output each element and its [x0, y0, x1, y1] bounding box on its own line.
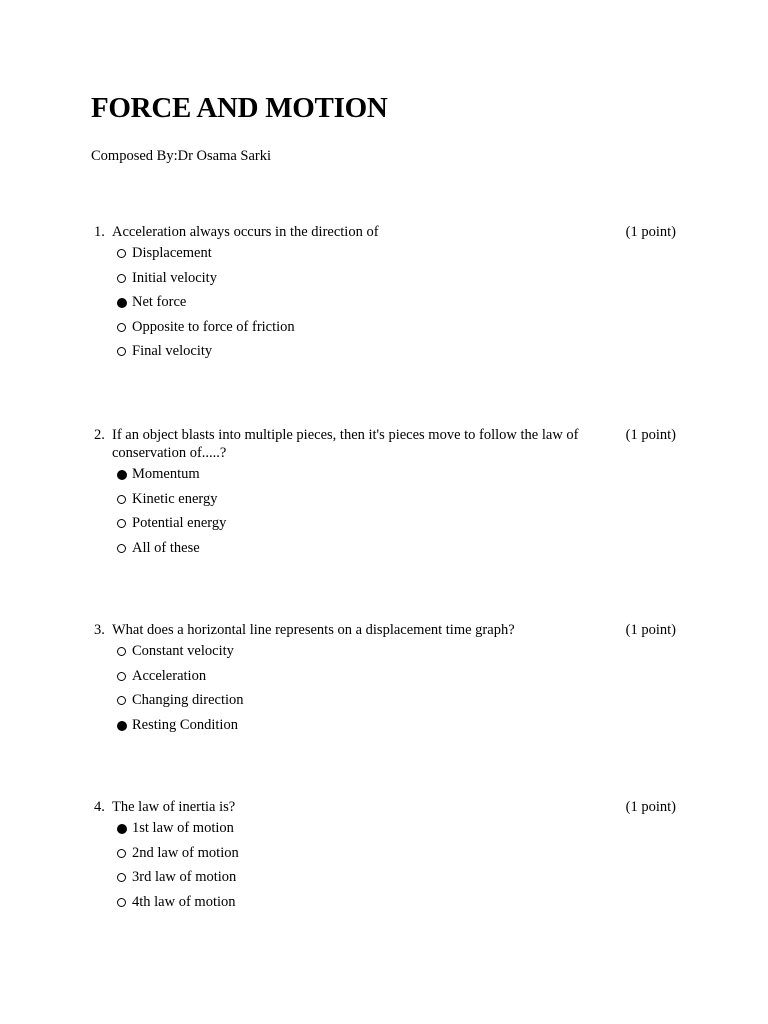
- radio-empty-icon[interactable]: [117, 873, 126, 882]
- answer-option[interactable]: [91, 269, 681, 294]
- question-number: 1.: [94, 224, 105, 240]
- radio-empty-icon[interactable]: [117, 898, 126, 907]
- answer-options: [91, 465, 681, 563]
- question-text: What does a horizontal line represents on a displacement time graph?: [112, 622, 515, 638]
- answer-option[interactable]: [91, 667, 681, 692]
- question-number: 4.: [94, 799, 105, 815]
- answer-option[interactable]: [91, 539, 681, 564]
- answer-option-label: Momentum: [132, 466, 200, 482]
- answer-option-label: 1st law of motion: [132, 820, 234, 836]
- question-number: 3.: [94, 622, 105, 638]
- answer-option[interactable]: [91, 465, 681, 490]
- answer-options: [91, 244, 681, 367]
- answer-option[interactable]: [91, 893, 681, 918]
- answer-option-label: Net force: [132, 294, 187, 310]
- question-1: [91, 223, 681, 367]
- question-header: [91, 223, 681, 241]
- question-text: The law of inertia is?: [112, 799, 236, 815]
- answer-option-label: Kinetic energy: [132, 490, 218, 507]
- author-line: Composed By:Dr Osama Sarki: [91, 148, 272, 164]
- radio-empty-icon[interactable]: [117, 249, 126, 258]
- answer-options: [91, 819, 681, 917]
- answer-option[interactable]: [91, 293, 681, 318]
- question-header: [91, 426, 681, 462]
- answer-option-label: Initial velocity: [132, 269, 217, 286]
- question-points: (1 point): [625, 224, 676, 240]
- question-header: [91, 621, 681, 639]
- radio-empty-icon[interactable]: [117, 544, 126, 553]
- radio-empty-icon[interactable]: [117, 672, 126, 681]
- answer-option[interactable]: [91, 244, 681, 269]
- answer-option[interactable]: [91, 868, 681, 893]
- answer-option-label: Changing direction: [132, 692, 244, 708]
- answer-option[interactable]: [91, 844, 681, 869]
- question-4: [91, 798, 681, 917]
- answer-option-label: 3rd law of motion: [132, 869, 237, 885]
- radio-empty-icon[interactable]: [117, 696, 126, 705]
- answer-option[interactable]: [91, 514, 681, 539]
- answer-option-label: Potential energy: [132, 515, 227, 531]
- answer-option-label: Acceleration: [132, 667, 207, 684]
- radio-empty-icon[interactable]: [117, 495, 126, 504]
- radio-empty-icon[interactable]: [117, 323, 126, 332]
- answer-option[interactable]: [91, 716, 681, 741]
- question-header: [91, 798, 681, 816]
- answer-option[interactable]: [91, 642, 681, 667]
- answer-option[interactable]: [91, 342, 681, 367]
- question-points: (1 point): [625, 622, 676, 638]
- radio-empty-icon[interactable]: [117, 274, 126, 283]
- question-text: Acceleration always occurs in the direction of: [112, 224, 379, 240]
- answer-option[interactable]: [91, 318, 681, 343]
- answer-option-label: Displacement: [132, 245, 212, 261]
- radio-empty-icon[interactable]: [117, 849, 126, 858]
- answer-option-label: All of these: [132, 539, 200, 556]
- question-points: (1 point): [625, 427, 676, 443]
- answer-option-label: Resting Condition: [132, 716, 238, 733]
- question-points: (1 point): [625, 799, 676, 815]
- answer-option[interactable]: [91, 490, 681, 515]
- question-text: If an object blasts into multiple pieces, then it's pieces move to follow the law of conservation of.....?: [112, 427, 579, 461]
- answer-option-label: Final velocity: [132, 343, 213, 359]
- answer-option-label: 4th law of motion: [132, 893, 236, 910]
- radio-empty-icon[interactable]: [117, 519, 126, 528]
- question-3: [91, 621, 681, 740]
- question-2: [91, 426, 681, 563]
- answer-option[interactable]: [91, 691, 681, 716]
- radio-empty-icon[interactable]: [117, 347, 126, 356]
- radio-empty-icon[interactable]: [117, 647, 126, 656]
- answer-option-label: 2nd law of motion: [132, 844, 239, 861]
- answer-options: [91, 642, 681, 740]
- answer-option[interactable]: [91, 819, 681, 844]
- radio-selected-icon[interactable]: [117, 721, 127, 731]
- radio-selected-icon[interactable]: [117, 298, 127, 308]
- answer-option-label: Constant velocity: [132, 643, 234, 659]
- radio-selected-icon[interactable]: [117, 824, 127, 834]
- answer-option-label: Opposite to force of friction: [132, 318, 295, 335]
- question-number: 2.: [94, 427, 105, 443]
- radio-selected-icon[interactable]: [117, 470, 127, 480]
- page-title: FORCE AND MOTION: [91, 92, 388, 124]
